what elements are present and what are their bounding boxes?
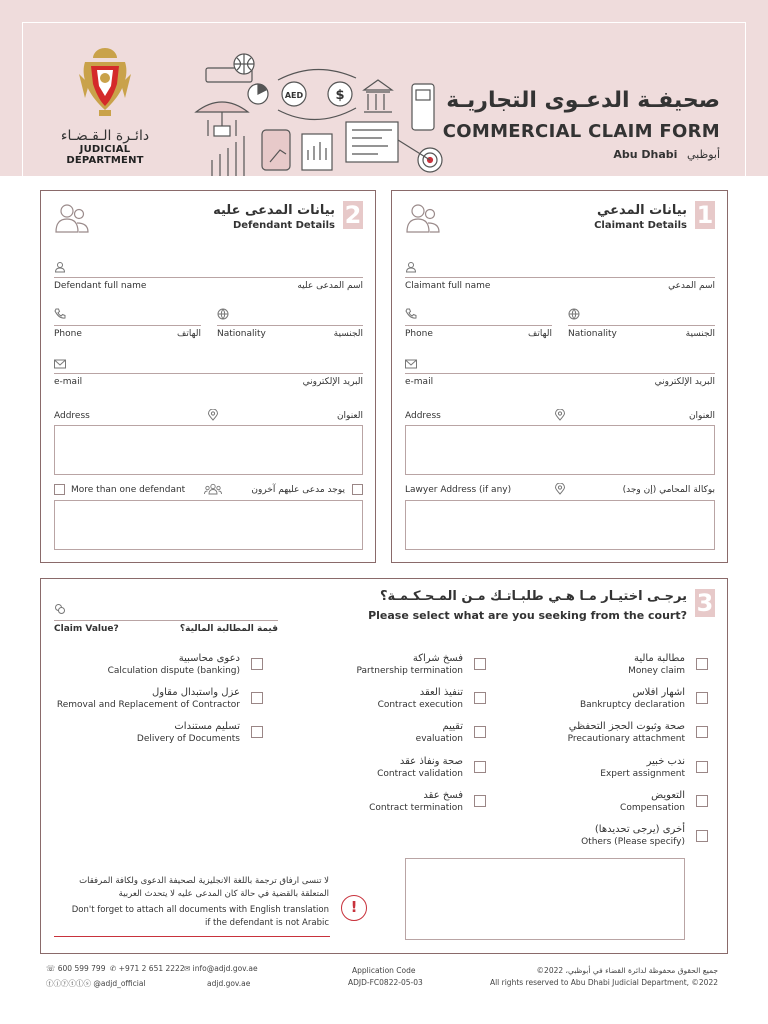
claim-option-ar: صحة ونفاذ عقد <box>399 756 463 767</box>
defendant-address-label-ar: العنوان <box>336 411 363 421</box>
defendant-fullname-label-ar: اسم المدعى عليه <box>297 281 363 291</box>
claim-option-en: Calculation dispute (banking) <box>107 666 240 676</box>
claimant-title-ar: بيانات المدعي <box>596 203 687 218</box>
delivery-documents-checkbox[interactable] <box>251 726 263 738</box>
defendant-fullname-label-en: Defendant full name <box>54 281 147 291</box>
section-number-1: 1 <box>696 201 714 229</box>
other-defendants-field[interactable] <box>54 500 363 550</box>
partnership-checkbox[interactable] <box>474 658 486 670</box>
claim-option-ar: دعوى محاسبية <box>178 653 240 664</box>
footer-website[interactable]: adjd.gov.ae <box>207 979 251 988</box>
location-ar: أبوظبي <box>686 148 720 161</box>
defendant-phone-label-en: Phone <box>54 329 82 339</box>
commerce-illustration <box>192 50 452 176</box>
lawyer-address-label-ar: بوكالة المحامي (إن وجد) <box>622 485 715 495</box>
claimant-nationality-line[interactable] <box>568 325 715 326</box>
claim-option-ar: مطالبة مالية <box>633 653 685 664</box>
phone-icon <box>405 308 417 320</box>
claimant-title-en: Claimant Details <box>594 220 687 231</box>
claimant-address-label-ar: العنوان <box>688 411 715 421</box>
claim-option-en: Compensation <box>620 803 685 813</box>
people-icon <box>55 203 89 233</box>
claim-option-ar: التعويض <box>651 790 685 801</box>
claim-value-label-ar: قيمة المطالبة المالية؟ <box>179 624 278 634</box>
claim-value-label-en: Claim Value? <box>54 624 119 634</box>
claim-option-ar: اشهار افلاس <box>632 687 685 698</box>
location-pin-icon <box>554 409 566 421</box>
defendant-address-label-en: Address <box>54 411 90 421</box>
claimant-email-label-en: e-mail <box>405 377 434 387</box>
defendant-email-line[interactable] <box>54 373 363 374</box>
claim-option-ar: فسخ عقد <box>423 790 463 801</box>
claim-option-ar: عزل واستبدال مقاول <box>152 687 240 698</box>
claim-option-contract-execution[interactable] <box>378 687 463 710</box>
claim-option-ar: تقييم <box>442 721 463 732</box>
section-number-2: 2 <box>344 201 362 229</box>
others-specify-field[interactable] <box>405 858 685 940</box>
more-defendants-label-ar: يوجد مدعى عليهم آخرون <box>251 485 345 495</box>
claim-option-en: Bankruptcy declaration <box>579 700 685 710</box>
aed-illustration-label: AED <box>284 91 304 100</box>
claim-option-ar: تسليم مستندات <box>174 721 240 732</box>
claimant-nationality-label-en: Nationality <box>568 329 617 339</box>
claim-option-en: Money claim <box>628 666 685 676</box>
app-code-label: Application Code <box>352 966 416 975</box>
footer <box>0 958 768 998</box>
defendant-email-label-en: e-mail <box>54 377 83 387</box>
claim-option-ar: صحة وثبوت الحجز التحفظي <box>568 721 685 732</box>
claim-option-en: Removal and Replacement of Contractor <box>56 700 240 710</box>
footer-phone1: ☏ 600 599 799 <box>46 964 106 973</box>
group-icon <box>204 483 222 495</box>
defendant-nationality-label-ar: الجنسية <box>333 329 363 339</box>
compensation-checkbox[interactable] <box>696 795 708 807</box>
department-name-en: JUDICIAL DEPARTMENT <box>66 144 144 166</box>
footer-email-text[interactable]: info@adjd.gov.ae <box>192 964 258 973</box>
others-checkbox[interactable] <box>696 830 708 842</box>
contract-termination-checkbox[interactable] <box>474 795 486 807</box>
coins-icon <box>54 603 66 615</box>
claim-option-others[interactable] <box>581 824 685 847</box>
bankruptcy-checkbox[interactable] <box>696 692 708 704</box>
more-defendants-label-en: More than one defendant <box>71 485 186 495</box>
claim-option-ar: أخرى (يرجى تحديدها) <box>594 824 685 835</box>
claim-option-bankruptcy[interactable] <box>580 687 685 710</box>
form-title-ar: صحيفـة الدعـوى التجاريـة <box>446 88 720 113</box>
people-icon <box>406 203 440 233</box>
claimant-details-panel <box>391 190 728 563</box>
globe-icon <box>217 308 229 320</box>
social-icons[interactable]: ⓕⓘⓨⓣⓛⓢ <box>46 979 91 988</box>
form-location <box>613 148 720 161</box>
claim-option-ar: تنفيذ العقد <box>419 687 463 698</box>
claim-option-delivery-documents[interactable] <box>137 721 240 744</box>
note-ar-line-1: لا تنسى ارفاق ترجمة باللغة الانجليزية لصحيفة الدعوى ولكافة المرفقات <box>79 876 329 886</box>
claim-option-expert[interactable] <box>600 756 685 779</box>
defendant-phone-line[interactable] <box>54 325 201 326</box>
user-icon <box>54 261 66 273</box>
user-icon <box>405 261 417 273</box>
claimant-fullname-label-ar: اسم المدعي <box>668 281 715 291</box>
claim-option-contractor-replacement[interactable] <box>57 687 240 710</box>
claimant-email-label-ar: البريد الإلكتروني <box>654 377 715 387</box>
claim-option-en: Delivery of Documents <box>136 734 240 744</box>
claimant-phone-label-ar: الهاتف <box>528 329 552 339</box>
lawyer-address-label-en: Lawyer Address (if any) <box>405 485 512 495</box>
claim-option-partnership[interactable] <box>356 653 463 676</box>
more-defendants-checkbox-en[interactable] <box>54 484 65 495</box>
contract-execution-checkbox[interactable] <box>474 692 486 704</box>
claim-option-precautionary[interactable] <box>568 721 685 744</box>
claim-option-ar: ندب خبير <box>646 756 685 767</box>
lawyer-address-field[interactable] <box>405 500 715 550</box>
contract-validation-checkbox[interactable] <box>474 761 486 773</box>
claimant-fullname-line[interactable] <box>405 277 715 278</box>
claim-option-money[interactable] <box>628 653 685 676</box>
claims-title-en: Please select what are you seeking from the court? <box>368 609 687 622</box>
alert-icon: ! <box>341 895 367 921</box>
footer-email: ✉ info@adjd.gov.ae <box>184 964 258 973</box>
claim-option-en: Expert assignment <box>600 769 685 779</box>
location-en: Abu Dhabi <box>613 148 678 161</box>
claim-option-en: Contract termination <box>369 803 463 813</box>
contractor-replacement-checkbox[interactable] <box>251 692 263 704</box>
claim-option-en: Contract validation <box>377 769 463 779</box>
defendant-nationality-line[interactable] <box>217 325 363 326</box>
claims-title-ar: يرجـى اختيـار مـا هـي طلبـاتـك مـن المـحـكـمـة؟ <box>379 589 687 604</box>
footer-phone1-text: 600 599 799 <box>57 964 106 973</box>
claim-option-calculation-dispute[interactable] <box>108 653 240 676</box>
defendant-details-panel <box>40 190 376 563</box>
defendant-title-en: Defendant Details <box>232 220 335 231</box>
expert-checkbox[interactable] <box>696 761 708 773</box>
footer-phone2-text: +971 2 651 2222 <box>118 964 185 973</box>
claim-value-line[interactable] <box>54 620 278 621</box>
envelope-icon <box>405 358 417 370</box>
defendant-email-label-ar: البريد الإلكتروني <box>302 377 363 387</box>
falcon-emblem-icon <box>75 44 135 120</box>
note-ar-line-2: المتعلقة بالقضية في حالة كان المدعى عليه لا يتحدث العربية <box>118 889 329 899</box>
claim-option-en: Contract execution <box>377 700 463 710</box>
claim-option-contract-termination[interactable] <box>369 790 463 813</box>
footer-phone2: ✆ +971 2 651 2222 <box>110 964 185 973</box>
defendant-nationality-label-en: Nationality <box>217 329 266 339</box>
defendant-fullname-line[interactable] <box>54 277 363 278</box>
note-en-line-2: if the defendant is not Arabic <box>204 918 329 928</box>
evaluation-checkbox[interactable] <box>474 726 486 738</box>
claimant-nationality-label-ar: الجنسية <box>685 329 715 339</box>
claim-option-ar: فسخ شراكة <box>412 653 463 664</box>
section-number-3: 3 <box>696 589 714 617</box>
claimant-email-line[interactable] <box>405 373 715 374</box>
dollar-illustration-label: $ <box>335 88 345 103</box>
claim-option-evaluation[interactable] <box>416 721 463 744</box>
footer-social-handle[interactable]: @adjd_official <box>93 979 146 988</box>
defendant-address-field[interactable] <box>54 425 363 475</box>
claims-panel <box>40 578 728 954</box>
rights-en: All rights reserved to Abu Dhabi Judicial Department, ©2022 <box>489 978 718 987</box>
form-title-en: COMMERCIAL CLAIM FORM <box>442 121 720 142</box>
claimant-phone-line[interactable] <box>405 325 552 326</box>
location-pin-icon <box>207 409 219 421</box>
location-pin-icon <box>554 483 566 495</box>
globe-icon <box>568 308 580 320</box>
claim-option-en: Partnership termination <box>356 666 463 676</box>
claim-option-en: evaluation <box>415 734 463 744</box>
footer-social <box>46 978 146 989</box>
claimant-fullname-label-en: Claimant full name <box>405 281 491 291</box>
claimant-address-label-en: Address <box>405 411 441 421</box>
note-underline <box>54 936 330 937</box>
claim-option-en: Others (Please specify) <box>581 837 685 847</box>
claim-option-contract-validation[interactable] <box>377 756 463 779</box>
defendant-title-ar: بيانات المدعى عليه <box>213 203 335 218</box>
calculation-dispute-checkbox[interactable] <box>251 658 263 670</box>
department-name-ar: دائـرة الـقـضـاء <box>60 128 150 144</box>
claimant-address-field[interactable] <box>405 425 715 475</box>
note-en-line-1: Don't forget to attach all documents with English translation <box>71 905 329 915</box>
money-claim-checkbox[interactable] <box>696 658 708 670</box>
app-code-value: ADJD-FC0822-05-03 <box>348 978 423 987</box>
rights-ar: جميع الحقوق محفوظة لدائرة القضاء في أبوظبي، 2022© <box>536 966 718 975</box>
claim-option-en: Precautionary attachment <box>567 734 685 744</box>
judicial-department-logo <box>40 44 170 166</box>
phone-icon <box>54 308 66 320</box>
claimant-phone-label-en: Phone <box>405 329 433 339</box>
precautionary-checkbox[interactable] <box>696 726 708 738</box>
defendant-phone-label-ar: الهاتف <box>177 329 201 339</box>
claim-option-compensation[interactable] <box>620 790 685 813</box>
envelope-icon <box>54 358 66 370</box>
more-defendants-checkbox-ar[interactable] <box>352 484 363 495</box>
